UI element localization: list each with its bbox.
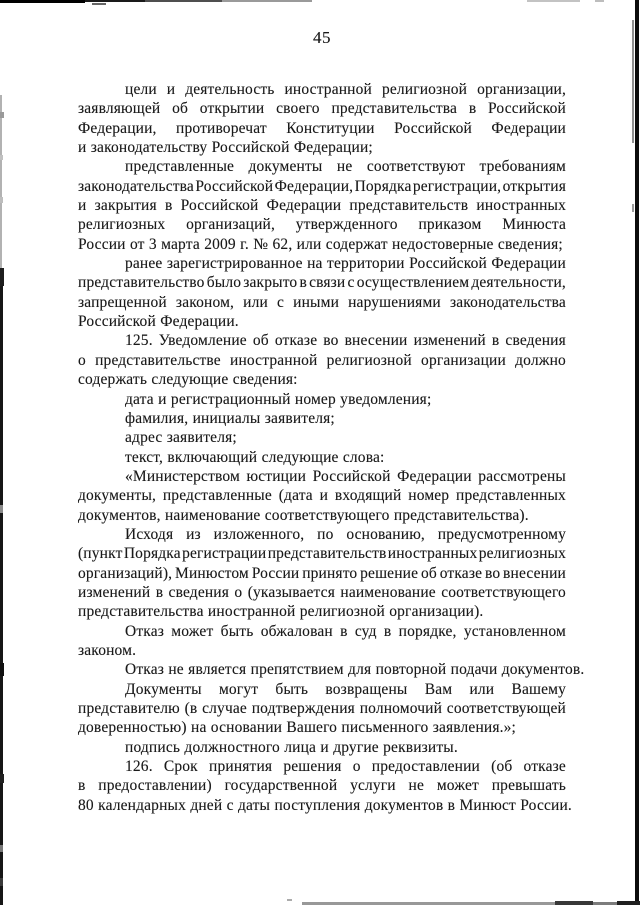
text-line: Отказ не является препятствием для повторной подачи документов. <box>125 661 585 679</box>
text-line: адрес заявителя; <box>125 429 237 447</box>
text-line: изменений в сведения о (указывается наименование соответствующего <box>78 583 566 601</box>
text-line: законом. <box>78 641 137 659</box>
paragraph <box>78 448 566 467</box>
text-line: «Министерством юстиции Российской Федерации рассмотрены <box>125 467 566 485</box>
text-line: представительство было закрыто в связи с осуществлением деятельности, <box>78 274 566 292</box>
text-line: 80 календарных дней с даты поступления документов в Минюст России. <box>78 796 572 814</box>
scan-edge-top <box>527 0 580 2</box>
scan-edge-top <box>145 0 222 2</box>
text-line: религиозных организаций, утвержденного приказом Минюста <box>78 216 566 234</box>
scan-edge-left <box>0 878 3 886</box>
scan-edge-bottom <box>617 901 640 905</box>
text-line: и закрытия в Российской Федерации представительств иностранных <box>78 197 566 215</box>
text-line: Российской Федерации. <box>78 313 239 331</box>
text-line: России от 3 марта 2009 г. № 62, или содержат недостоверные сведения; <box>78 235 563 253</box>
text-line: Документы могут быть возвращены Вам или Вашему <box>125 680 566 698</box>
text-line: ранее зарегистрированное на территории Российской Федерации <box>125 255 566 273</box>
text-line: Отказ может быть обжалован в суд в порядке, установленном <box>125 622 566 640</box>
scan-edge-left <box>0 505 3 513</box>
text-line: представленные документы не соответствуют требованиям <box>125 158 566 176</box>
paragraph <box>78 622 566 661</box>
text-line: 126. Срок принятия решения о предоставлении (об отказе <box>125 758 566 776</box>
text-line: и законодательству Российской Федерации; <box>78 139 373 157</box>
scan-edge-left <box>0 663 4 676</box>
scan-edge-bottom <box>287 899 292 901</box>
text-line: подпись должностного лица и другие реквизиты. <box>125 738 458 756</box>
text-line: (пункт Порядка регистрации представительств иностранных религиозных <box>78 545 566 563</box>
scan-edge-top <box>222 0 312 2</box>
text-line: представителю (в случае подтверждения полномочий соответствующей <box>78 700 566 717</box>
paragraph <box>78 80 566 157</box>
paragraph <box>78 660 585 679</box>
scan-edge-right <box>635 0 639 905</box>
text-line: запрещенной законом, или с иными нарушениями законодательства <box>78 293 566 311</box>
scan-edge-left <box>0 155 3 160</box>
text-line: 125. Уведомление об отказе во внесении изменений в сведения <box>125 332 566 350</box>
paragraph <box>78 680 566 738</box>
text-line: заявляющей об открытии своего представительства в Российской <box>78 100 566 118</box>
paragraph <box>78 409 566 428</box>
scan-edge-left <box>0 845 3 852</box>
text-line: документы, представленные (дата и входящий номер представленных <box>78 487 566 505</box>
scan-edge-top <box>92 3 106 5</box>
text-line: Исходя из изложенного, по основанию, предусмотренному <box>125 525 566 543</box>
scan-edge-right <box>632 20 634 143</box>
scan-edge-top <box>0 0 85 3</box>
text-line: Федерации, противоречат Конституции Российской Федерации <box>78 119 566 137</box>
text-line: о представительстве иностранной религиозной организации должно <box>78 351 566 369</box>
paragraph <box>78 467 566 525</box>
scan-edge-top <box>85 0 145 2</box>
scan-edge-left <box>0 280 3 905</box>
scan-edge-left <box>0 197 3 203</box>
scan-edge-left <box>0 774 4 783</box>
text-line: доверенностью) на основании Вашего письменного заявления.»; <box>78 719 517 737</box>
paragraph <box>78 525 566 622</box>
text-line: в предоставлении) государственной услуги не может превышать <box>78 777 566 795</box>
paragraph <box>78 331 566 389</box>
text-line: организаций), Минюстом России принято решение об отказе во внесении <box>78 564 566 582</box>
text-line: текст, включающий следующие слова: <box>125 448 385 466</box>
paragraph <box>78 390 566 409</box>
scan-edge-bottom <box>555 901 593 905</box>
text-line: документов, наименование соответствующего представительства). <box>78 506 529 524</box>
text-line: содержать следующие сведения: <box>78 371 298 389</box>
paragraph <box>78 254 566 331</box>
text-line: дата и регистрационный номер уведомления; <box>125 390 432 408</box>
scan-edge-left <box>0 268 4 286</box>
paragraph <box>78 738 566 757</box>
paragraph <box>78 428 566 447</box>
page-number: 45 <box>313 28 331 47</box>
text-line: цели и деятельность иностранной религиозной организации, <box>125 81 566 98</box>
scan-edge-top <box>595 0 604 2</box>
paragraph <box>78 757 572 815</box>
text-line: представительства иностранной религиозной организации). <box>78 603 484 621</box>
scan-edge-right <box>632 204 634 212</box>
scan-edge-left <box>0 95 2 280</box>
scan-edge-left <box>0 112 4 118</box>
text-line: законодательства Российской Федерации, Порядка регистрации, открытия <box>78 177 566 195</box>
document-text <box>78 80 585 815</box>
paragraph <box>78 157 566 254</box>
text-line: фамилия, инициалы заявителя; <box>125 409 335 427</box>
